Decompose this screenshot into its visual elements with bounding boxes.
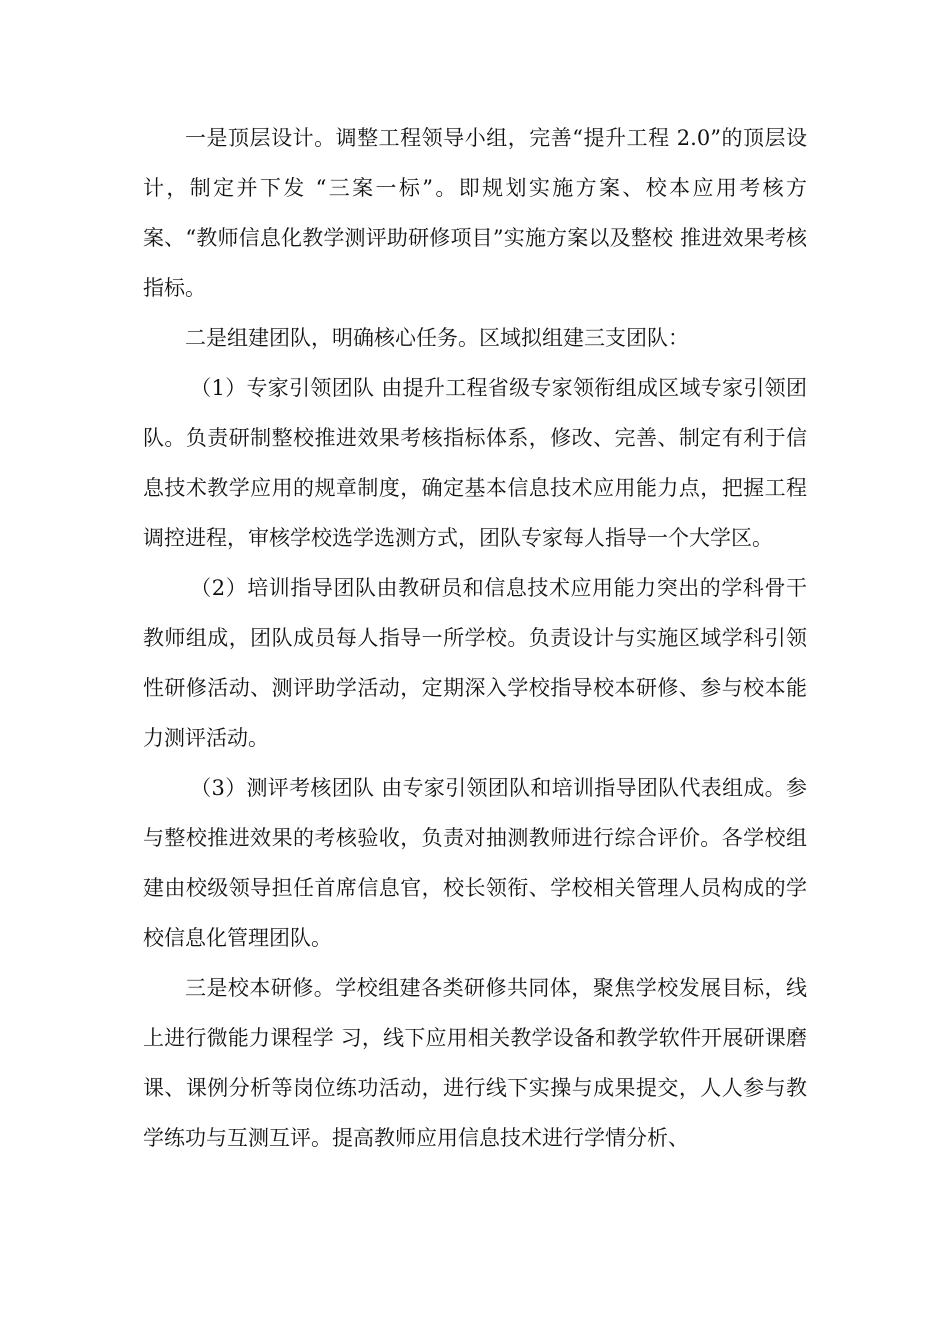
paragraph-school-based-training: 三是校本研修。学校组建各类研修共同体，聚焦学校发展目标，线上进行微能力课程学 习，线下应用相关教学设备和教学软件开展研课磨课、课例分析等岗位练功活动，进行线下实操与成果提交，人人参与教学练功与互测互评。提高教师应用信息技术进行学情分析、 (143, 976, 807, 1150)
paragraph-assessment-team: （3）测评考核团队 由专家引领团队和培训指导团队代表组成。参与整校推进效果的考核验收，负责对抽测教师进行综合评价。各学校组建由校级领导担任首席信息官，校长领衔、学校相关管理人员构成的学校信息化管理团队。 (143, 776, 807, 950)
paragraph-top-level-design: 一是顶层设计。调整工程领导小组，完善“提升工程 2.0”的顶层设计，制定并下发 “三案一标”。即规划实施方案、校本应用考核方案、“教师信息化教学测评助研修项目”实施方案以及整校 推进效果考核指标。 (143, 126, 807, 300)
document-body (143, 113, 807, 1163)
paragraph-build-teams: 二是组建团队，明确核心任务。区域拟组建三支团队： (185, 326, 689, 350)
paragraph-expert-team: （1）专家引领团队 由提升工程省级专家领衔组成区域专家引领团队。负责研制整校推进效果考核指标体系，修改、完善、制定有利于信息技术教学应用的规章制度，确定基本信息技术应用能力点，把握工程调控进程，审核学校选学选测方式，团队专家每人指导一个大学区。 (143, 376, 807, 550)
paragraph-training-team: （2）培训指导团队由教研员和信息技术应用能力突出的学科骨干教师组成，团队成员每人指导一所学校。负责设计与实施区域学科引领性研修活动、测评助学活动，定期深入学校指导校本研修、参与校本能力测评活动。 (143, 576, 807, 750)
